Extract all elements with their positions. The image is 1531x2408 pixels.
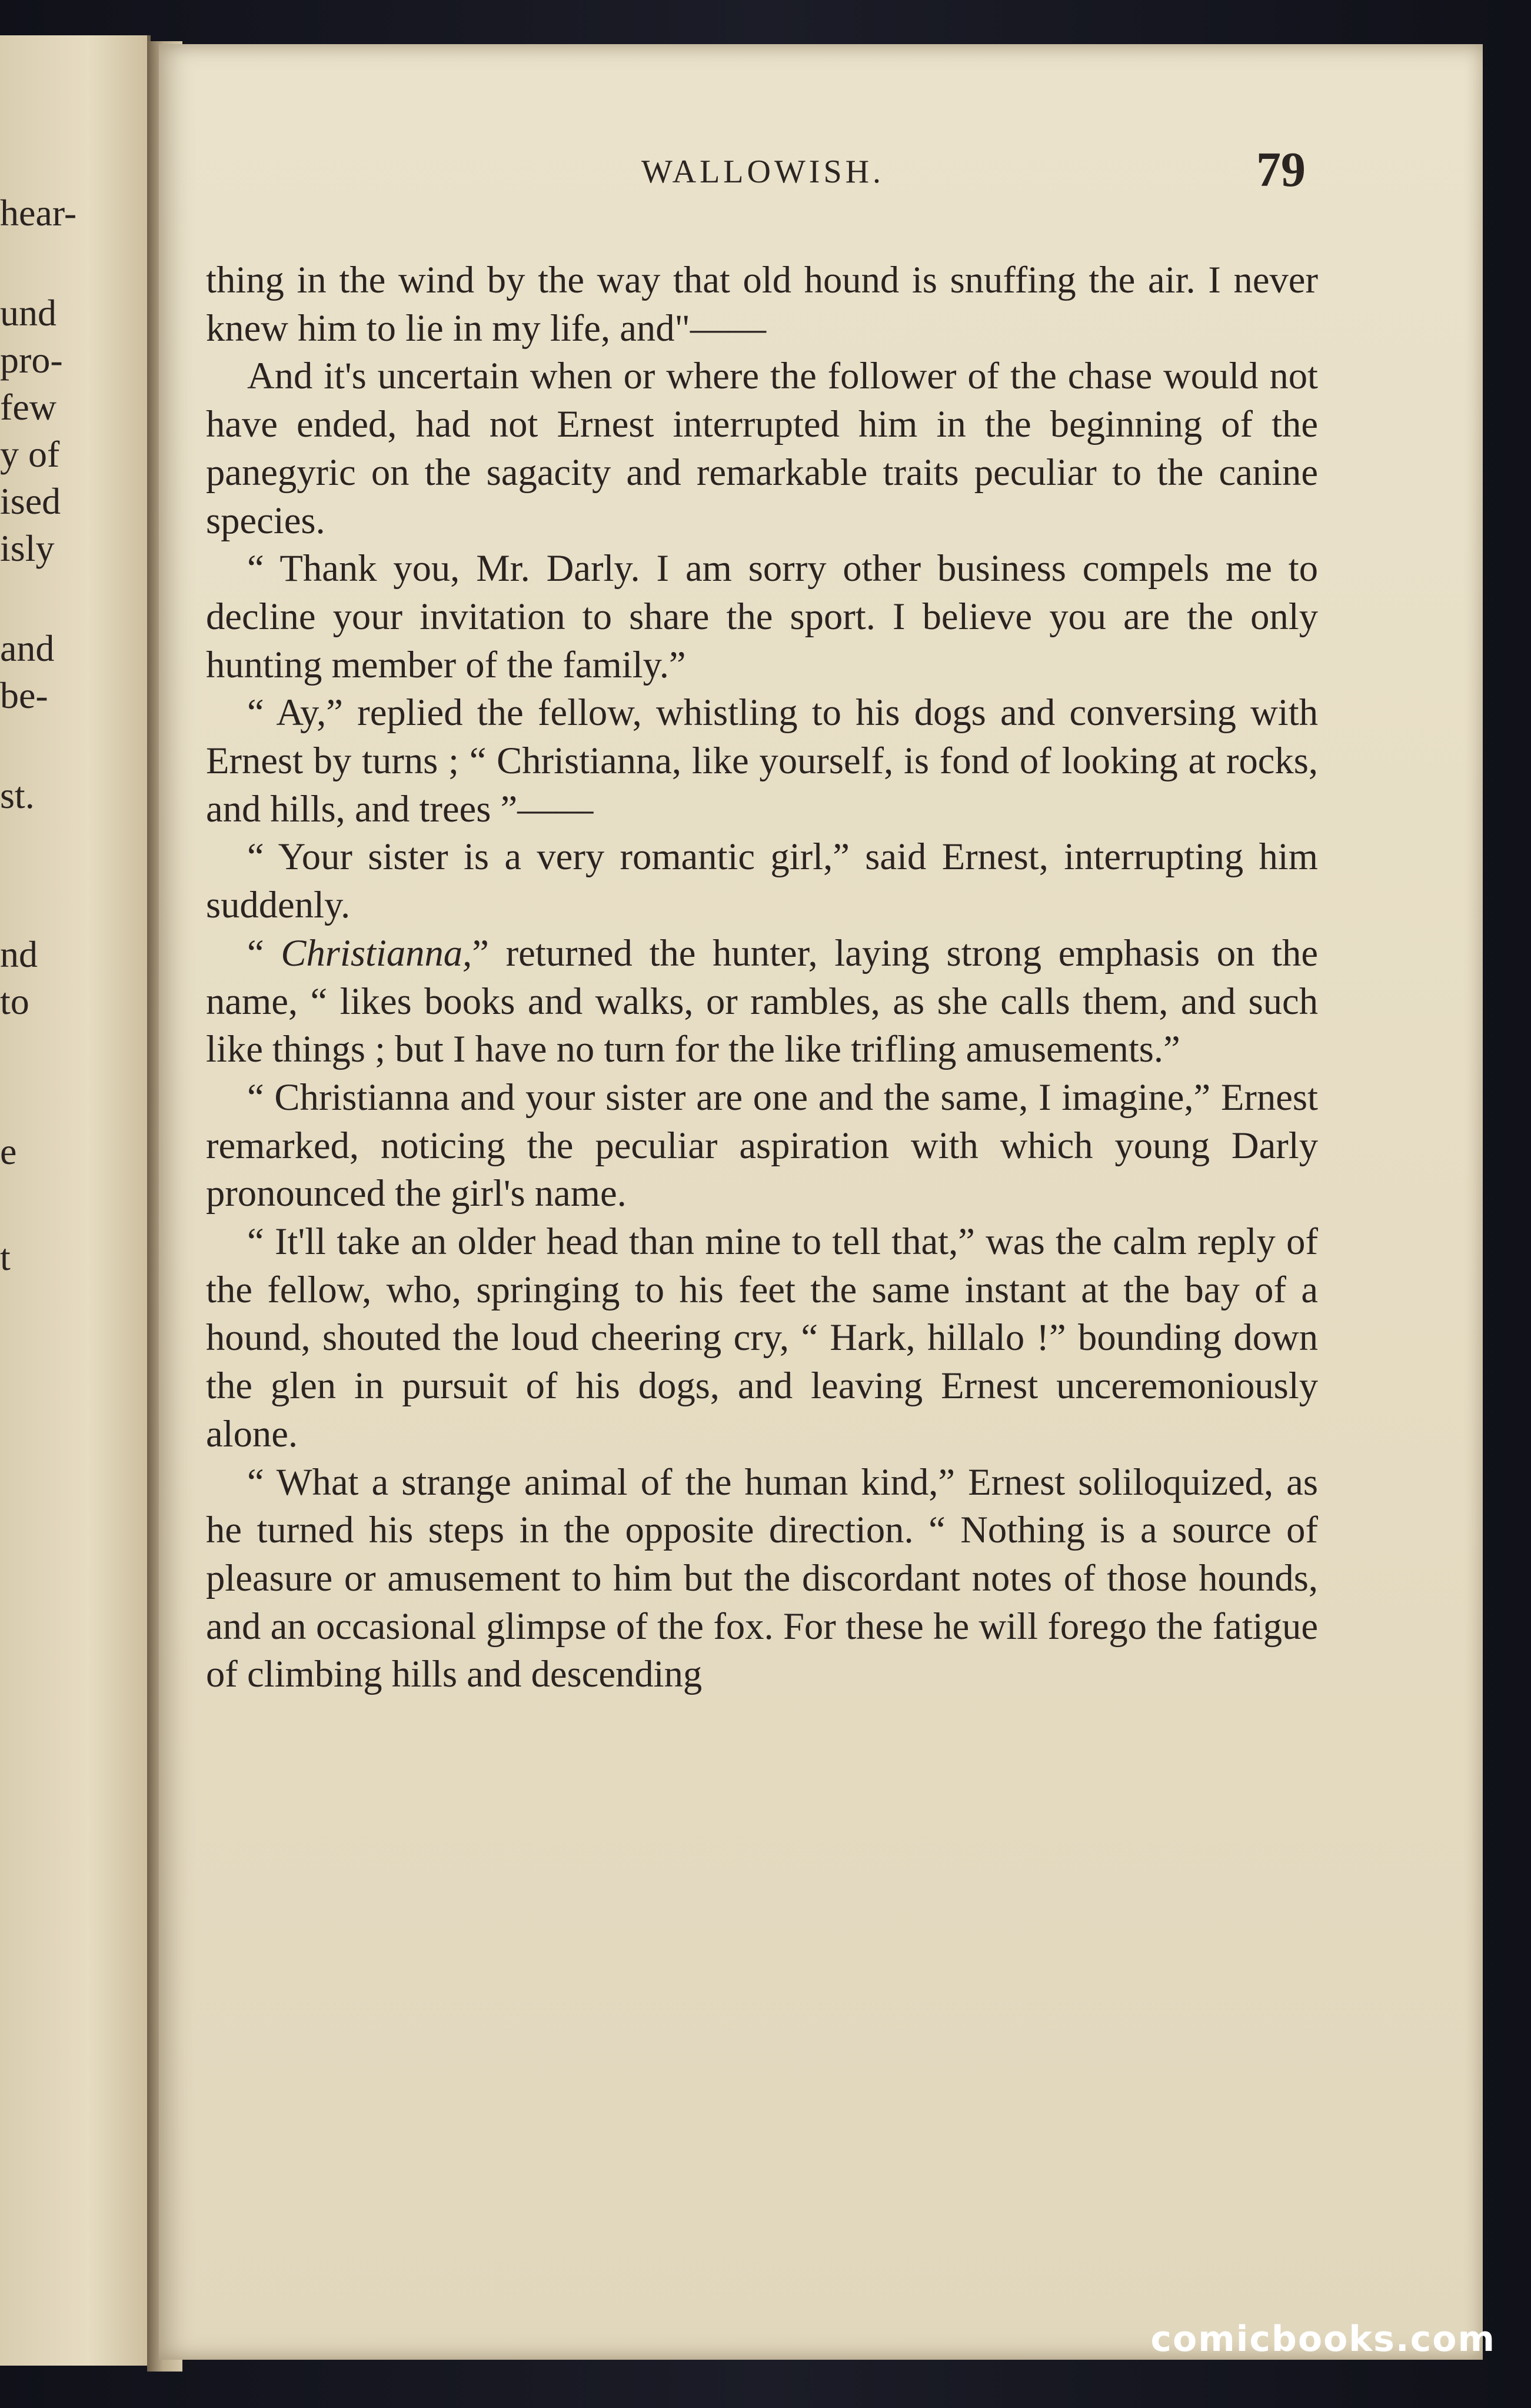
- facing-page-fragment: st.: [0, 774, 35, 816]
- facing-page-fragment: y of: [0, 433, 60, 475]
- facing-page-fragment: e: [0, 1130, 17, 1172]
- running-head: WALLOWISH.: [641, 154, 885, 190]
- facing-page-left: [0, 35, 151, 2366]
- paragraph-rest: ” returned the hunter, laying strong emphasis on the name, “ likes books and walks, or rambles, as she calls them, and such like things ; but I have no turn for the like trifling amusements.”: [206, 931, 1318, 1070]
- facing-page-fragment: and: [0, 627, 55, 669]
- quote-open: “: [247, 931, 281, 974]
- paragraph: “ Your sister is a very romantic girl,” said Ernest, interrupting him suddenly.: [206, 835, 1318, 926]
- paragraph: And it's uncertain when or where the follower of the chase would not have ended, had not Ernest interrupted him in the beginning of the panegyric on the sagacity and remarkable traits peculiar to the canine species.: [206, 354, 1318, 541]
- watermark: comicbooks.com: [1150, 2319, 1496, 2360]
- page-body: [206, 256, 1318, 1698]
- paragraph: [206, 929, 1318, 1073]
- facing-page-fragment: nd: [0, 933, 38, 975]
- facing-page-fragment: be-: [0, 674, 48, 716]
- facing-page-fragment: to: [0, 980, 29, 1022]
- facing-page-fragment: pro-: [0, 339, 63, 381]
- paragraph: “ Thank you, Mr. Darly. I am sorry other business compels me to decline your invitation to share the sport. I believe you are the only hunting member of the family.”: [206, 547, 1318, 686]
- emphasized-name: Christianna,: [281, 931, 472, 974]
- book-page: [159, 44, 1483, 2360]
- paragraph: “ Christianna and your sister are one and the same, I imagine,” Ernest remarked, noticing the peculiar aspiration with which young Darly pronounced the girl's name.: [206, 1075, 1318, 1215]
- facing-page-fragment: few: [0, 386, 56, 428]
- paragraph: “ Ay,” replied the fellow, whistling to his dogs and conversing with Ernest by turns ; “ Christianna, like yourself, is fond of looking at rocks, and hills, and trees ”——: [206, 691, 1318, 830]
- facing-page-fragment: und: [0, 292, 56, 334]
- facing-page-fragment: hear-: [0, 192, 77, 234]
- page-number: 79: [1256, 142, 1306, 197]
- paragraph: thing in the wind by the way that old hound is snuffing the air. I never knew him to lie in my life, and"——: [206, 258, 1318, 349]
- facing-page-fragment: ised: [0, 480, 61, 522]
- facing-page-fragment: isly: [0, 527, 55, 569]
- facing-page-fragment: t: [0, 1236, 11, 1278]
- paragraph: “ It'll take an older head than mine to tell that,” was the calm reply of the fellow, who, springing to his feet the same instant at the bay of a hound, shouted the loud cheering cry, “ Hark, hillalo !” bounding down the glen in pursuit of his dogs, and leaving Ernest unceremoniously alone.: [206, 1220, 1318, 1455]
- paragraph: “ What a strange animal of the human kind,” Ernest soliloquized, as he turned his steps in the opposite direction. “ Nothing is a source of pleasure or amusement to him but the discordant notes of those hounds, and an occasional glimpse of the fox. For these he will forego the fatigue of climbing hills and descending: [206, 1460, 1318, 1695]
